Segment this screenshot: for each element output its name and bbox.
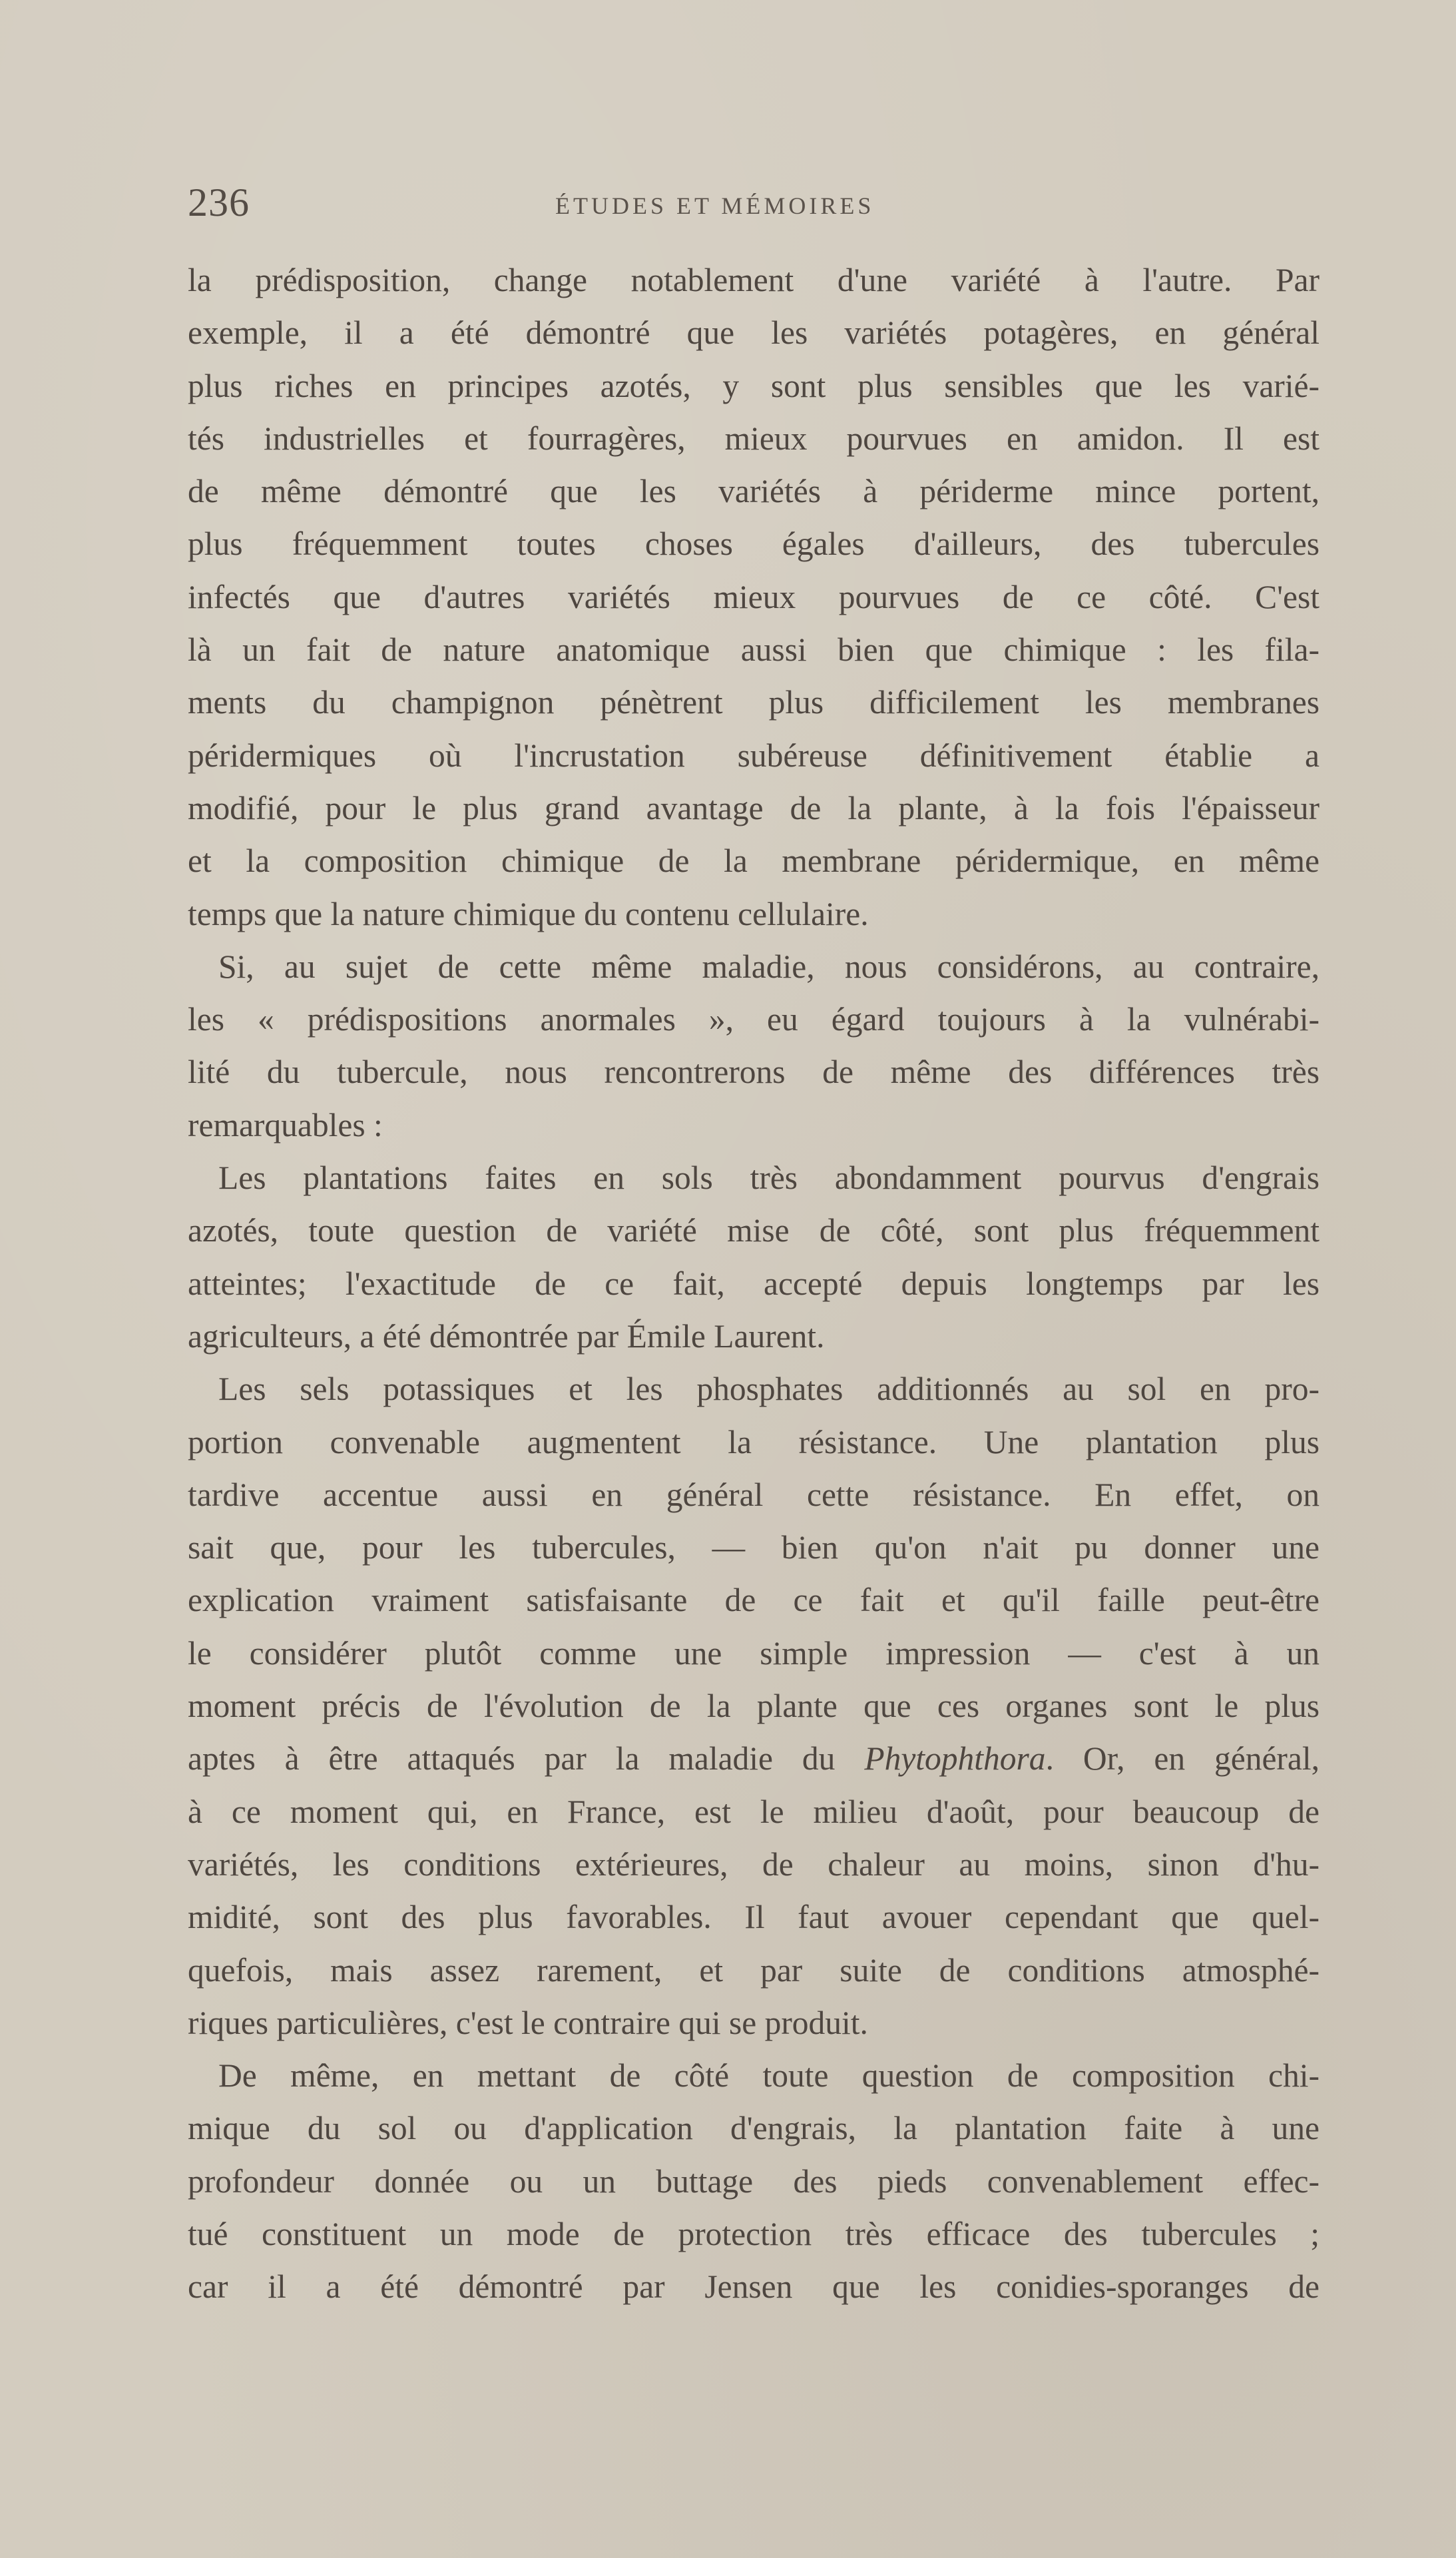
text-line: modifié, pour le plus grand avantage de la plante, à la fois l'épaisseur [188,789,1320,826]
text-line: sait que, pour les tubercules, — bien qu'on n'ait pu donner une [188,1529,1320,1566]
text-line: azotés, toute question de variété mise de côté, sont plus fréquemment [188,1212,1320,1249]
text-line: profondeur donnée ou un buttage des pieds convenablement effec- [188,2162,1320,2200]
text-line: la prédisposition, change notablement d'une variété à l'autre. Par [188,262,1320,298]
text-line: de même démontré que les variétés à périderme mince portent, [188,473,1320,510]
text-line: infectés que d'autres variétés mieux pourvues de ce côté. C'est [188,578,1320,615]
genus-name: Phytophthora [864,1740,1046,1777]
text-line: moment précis de l'évolution de la plante que ces organes sont le plus [188,1688,1320,1725]
text-line [188,1732,1320,1785]
text-line: portion convenable augmentent la résistance. Une plantation plus [188,1423,1320,1460]
text-line: atteintes; l'exactitude de ce fait, accepté depuis longtemps par les [188,1265,1320,1302]
text-line: explication vraiment satisfaisante de ce fait et qu'il faille peut-être [188,1582,1320,1619]
page-number: 236 [188,180,250,224]
text-line: agriculteurs, a été démontrée par Émile Laurent. [188,1317,825,1355]
text-line: plus fréquemment toutes choses égales d'ailleurs, des tubercules [188,525,1320,563]
text-line: le considérer plutôt comme une simple impression — c'est à un [188,1634,1320,1672]
text-line: car il a été démontré par Jensen que les conidies-sporanges de [188,2268,1320,2306]
text-line: tardive accentue aussi en général cette résistance. En effet, on [188,1476,1320,1513]
text-line: les « prédispositions anormales », eu égard toujours à la vulnérabi- [188,1001,1320,1038]
text-line: à ce moment qui, en France, est le milieu d'août, pour beaucoup de [188,1793,1320,1830]
text-line: Les plantations faites en sols très abondamment pourvus d'engrais [218,1159,1320,1197]
running-title: ÉTUDES ET MÉMOIRES [555,192,875,219]
text-line: remarquables : [188,1106,383,1143]
text-line: De même, en mettant de côté toute question de composition chi- [218,2057,1320,2094]
text-line: variétés, les conditions extérieures, de chaleur au moins, sinon d'hu- [188,1845,1320,1883]
text-line: exemple, il a été démontré que les variétés potagères, en général [188,314,1320,352]
body-text [188,254,1320,2314]
text-line: riques particulières, c'est le contraire qui se produit. [188,2004,868,2041]
text-line: midité, sont des plus favorables. Il faut avouer cependant que quel- [188,1899,1320,1936]
text-line: plus riches en principes azotés, y sont plus sensibles que les varié- [188,367,1320,404]
running-head [188,180,1320,240]
text-fragment: aptes à être attaqués par la maladie du [188,1740,865,1777]
text-line: temps que la nature chimique du contenu cellulaire. [188,895,869,932]
text-line: mique du sol ou d'application d'engrais, la plantation faite à une [188,2110,1320,2147]
text-line: péridermiques où l'incrustation subéreuse définitivement établie a [188,737,1320,774]
text-line: tés industrielles et fourragères, mieux pourvues en amidon. Il est [188,420,1320,457]
text-line: là un fait de nature anatomique aussi bien que chimique : les fila- [188,631,1320,669]
text-line: ments du champignon pénètrent plus difficilement les membranes [188,684,1320,721]
text-fragment: . Or, en général, [1045,1740,1320,1777]
text-line: et la composition chimique de la membrane péridermique, en même [188,842,1320,880]
text-line: quefois, mais assez rarement, et par suite de conditions atmosphé- [188,1951,1320,1989]
text-line: tué constituent un mode de protection très efficace des tubercules ; [188,2215,1320,2252]
text-line: Les sels potassiques et les phosphates additionnés au sol en pro- [218,1371,1320,1408]
text-line: Si, au sujet de cette même maladie, nous considérons, au contraire, [218,948,1320,985]
text-line: lité du tubercule, nous rencontrerons de même des différences très [188,1054,1320,1091]
